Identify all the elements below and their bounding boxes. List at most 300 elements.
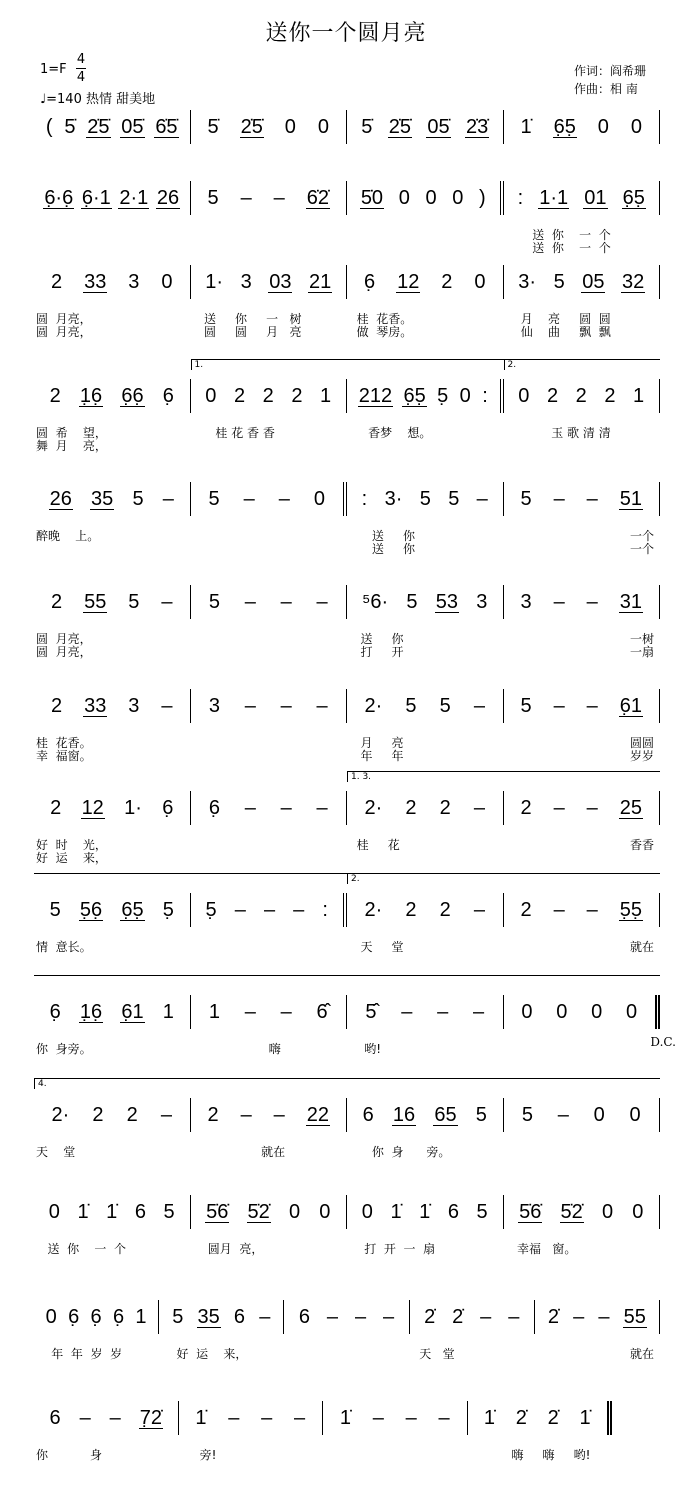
note: 0 [626, 1000, 638, 1023]
measure-notes [191, 181, 348, 215]
note: 5 [207, 186, 219, 209]
lyrics: 桂 花香。 做 琴房。 [356, 312, 413, 339]
lyrics: 圆圆 岁岁 [629, 736, 654, 763]
measure [347, 585, 504, 675]
note: 3 [476, 590, 488, 613]
measure [504, 995, 661, 1085]
note: 0 [591, 1000, 603, 1023]
note: 26 [156, 186, 180, 209]
note: 6̣1 [121, 1000, 144, 1023]
measure-notes [191, 893, 348, 927]
note: – [586, 796, 598, 819]
measure [191, 482, 348, 572]
measure [323, 1401, 468, 1491]
measure [468, 1401, 613, 1491]
note: 6̣5̣ [622, 186, 645, 209]
lyrics: 嗨 嗨 哟! [469, 1448, 591, 1462]
note: – [553, 487, 565, 510]
measure-notes [191, 995, 348, 1029]
measure-notes [347, 689, 504, 723]
note: – [293, 898, 305, 921]
lyrics: 月 亮 年 年 [360, 736, 404, 763]
note: 0 [629, 1103, 641, 1126]
measure-notes [179, 1401, 324, 1435]
note: ⁵6· [362, 590, 389, 613]
note: – [473, 694, 485, 717]
note: 65 [434, 1103, 457, 1126]
measure-notes [34, 1401, 179, 1435]
note: – [160, 1103, 172, 1126]
note: – [553, 796, 565, 819]
note: 212 [358, 384, 393, 407]
note: 5̇6̇ [206, 1200, 229, 1223]
measure-notes [34, 1098, 191, 1132]
note: 2 [604, 384, 616, 407]
measure-notes [34, 995, 191, 1029]
lyrics: 玉 歌 清 清 [505, 426, 611, 440]
note: 6 [49, 1406, 61, 1429]
measure-notes [34, 689, 191, 723]
note: : [361, 487, 368, 510]
note: 2 [546, 384, 559, 407]
note: 1 [320, 384, 332, 407]
note: 5 [439, 694, 451, 717]
note: 0 [398, 186, 410, 209]
measure [347, 181, 504, 271]
note: – [244, 796, 256, 819]
note: ) [479, 186, 486, 209]
measure-notes [191, 482, 348, 516]
note: 0 [518, 384, 530, 407]
note: 2̇5̇ [240, 115, 263, 138]
score-system [34, 1401, 612, 1491]
note: 6̇5̇ [155, 115, 178, 138]
note: – [280, 1000, 292, 1023]
note: 03 [269, 270, 292, 293]
lyrics: 年 年 岁 岁 [36, 1347, 123, 1361]
volta-bracket [347, 975, 504, 986]
note: 53 [435, 590, 458, 613]
measure [191, 689, 348, 779]
note: – [508, 1305, 520, 1328]
note: 3 [520, 590, 532, 613]
note: 2·1 [119, 186, 149, 209]
note: 2̇5̇ [87, 115, 110, 138]
lyrics: 天 堂 [36, 1145, 76, 1159]
measure-notes [504, 995, 661, 1029]
lyrics: 桂 花香。 幸 福窗。 [36, 736, 92, 763]
measure [34, 1300, 159, 1390]
note: 2 [441, 270, 453, 293]
measure [34, 379, 191, 469]
note: 3· [518, 270, 537, 293]
measure-notes [347, 791, 504, 825]
measure-notes [347, 265, 504, 299]
measure-notes [504, 791, 661, 825]
note: 6̣·1 [81, 186, 111, 209]
measure [191, 995, 348, 1085]
measure [191, 1195, 348, 1285]
lyrics: 好 运 来， [161, 1347, 248, 1361]
note: 2· [364, 796, 383, 819]
note: – [586, 590, 598, 613]
lyrics: 圆 希 望， 舞 月 亮， [36, 426, 107, 453]
volta-bracket: 2. [347, 873, 504, 884]
note: 0 [361, 1200, 373, 1223]
note: – [280, 590, 292, 613]
composer: 作曲：相 南 [574, 82, 638, 96]
lyrics: 就在 [629, 940, 654, 954]
note: 1·1 [539, 186, 569, 209]
measure [191, 893, 348, 983]
note: – [586, 898, 598, 921]
note: 5̇0 [360, 186, 384, 209]
measure-notes [191, 110, 348, 144]
note: – [244, 1000, 256, 1023]
measure [504, 181, 661, 271]
measure-notes [504, 585, 661, 619]
note: 2 [233, 384, 246, 407]
measure [347, 995, 504, 1085]
measure-notes [34, 585, 191, 619]
measure-notes [347, 482, 504, 516]
measure [347, 379, 504, 469]
measure-notes [410, 1300, 535, 1334]
note: 2 [575, 384, 587, 407]
note: – [228, 1406, 240, 1429]
score-system [34, 585, 660, 675]
note: 2 [49, 384, 61, 407]
measure-notes [191, 1195, 348, 1229]
note: 12 [81, 796, 104, 819]
measure [504, 360, 661, 469]
score-system [34, 874, 660, 983]
score-system [34, 1079, 660, 1188]
note: 5 [521, 1103, 533, 1126]
note: 2 [439, 796, 451, 819]
note: 0 [161, 270, 173, 293]
note: – [473, 796, 485, 819]
note: 2 [50, 796, 62, 819]
note: : [322, 898, 328, 921]
note: – [553, 898, 565, 921]
lyrics: 圆 月亮， 圆 月亮， [36, 632, 92, 659]
note: 2̇ [547, 1305, 559, 1328]
lyrics: 嗨 [192, 1042, 281, 1056]
time-signature-bottom: 4 [76, 70, 86, 85]
note: 5 [553, 270, 565, 293]
note: 2· [51, 1103, 70, 1126]
lyrics: 旁! [180, 1448, 217, 1462]
tempo-marking: ♩=140 热情 甜美地 [40, 92, 156, 107]
measure [191, 360, 348, 469]
time-signature-top: 4 [76, 52, 86, 67]
note: – [476, 487, 488, 510]
lyrics: 天 堂 [349, 940, 404, 954]
note: 55 [84, 590, 107, 613]
lyrics: 情 意长。 [36, 940, 92, 954]
note: 1 [162, 1000, 174, 1023]
note: 6̣ [208, 796, 220, 819]
measure [34, 1401, 179, 1491]
measure [504, 1195, 661, 1285]
lyrics: 送 你 一 个 [36, 1242, 126, 1256]
measure-notes [468, 1401, 613, 1435]
note: 5̂ [365, 1000, 377, 1023]
volta-bracket: 4. [34, 1078, 191, 1089]
lyrics: 送 你 送 你 [371, 529, 415, 556]
note: – [438, 1406, 450, 1429]
note: 3· [384, 487, 403, 510]
measure [347, 874, 504, 983]
note: 35 [91, 487, 114, 510]
lyrics: 圆月 亮， [192, 1242, 264, 1256]
note: – [261, 1406, 273, 1429]
note: 6̣5̣ [553, 115, 576, 138]
measure-notes [191, 689, 348, 723]
note: – [586, 694, 598, 717]
score-system [34, 772, 660, 881]
measure [504, 482, 661, 572]
note: 6 [233, 1305, 246, 1328]
volta-bracket [504, 1078, 661, 1089]
note: 2 [291, 384, 303, 407]
volta-bracket [504, 873, 661, 884]
lyrics: 送 你 一 树 圆 圆 月 亮 [203, 312, 302, 339]
measure [347, 1195, 504, 1285]
volta-bracket: 1. [191, 359, 348, 370]
key-signature: 1=F [40, 62, 67, 77]
note: – [401, 1000, 413, 1023]
note: 6̣ [112, 1305, 125, 1328]
measure [34, 482, 191, 572]
note: 0 [284, 115, 296, 138]
measure [347, 772, 504, 881]
lyrics: 就在 [630, 1347, 655, 1361]
note: 6̣ [162, 384, 174, 407]
volta-bracket [191, 873, 348, 884]
note: 5 [476, 1200, 488, 1223]
lyrics: 桂 花 香 香 [192, 426, 275, 440]
measure-notes [504, 689, 661, 723]
note: – [240, 1103, 252, 1126]
measure [535, 1300, 660, 1390]
note: 1̇ [339, 1406, 351, 1429]
note: 0 [632, 1200, 644, 1223]
measure-notes [34, 1300, 159, 1334]
measure-notes [347, 1195, 504, 1229]
score-system [34, 360, 660, 469]
lyrics: 好 时 光， 好 运 来， [36, 838, 107, 865]
measure-notes [191, 265, 348, 299]
note: 2 [405, 796, 417, 819]
note: – [480, 1305, 492, 1328]
note: 12 [397, 270, 420, 293]
measure-notes [159, 1300, 284, 1334]
note: 55 [623, 1305, 646, 1328]
score-system [34, 181, 660, 271]
lyrics: 香香 [629, 838, 654, 852]
measure [34, 1079, 191, 1188]
note: 1̇ [390, 1200, 402, 1223]
note: 6̇2̇ [306, 186, 330, 209]
note: 5̇ [64, 115, 76, 138]
measure-notes [34, 791, 191, 825]
lyrics: 幸福 窗。 [505, 1242, 577, 1256]
note: 5̣6̣ [79, 898, 103, 921]
note: – [280, 694, 292, 717]
note: 6 [362, 1103, 374, 1126]
volta-bracket [191, 975, 348, 986]
lyrics: 一个 一个 [629, 529, 654, 556]
note: 0 [319, 1200, 331, 1223]
note: 25 [619, 796, 643, 819]
measure-notes [504, 110, 661, 144]
score-system [34, 482, 660, 572]
note: 5 [172, 1305, 184, 1328]
measure [191, 181, 348, 271]
lyrics: 你 身 [36, 1448, 102, 1462]
lyrics: 一树 一扇 [629, 632, 654, 659]
measure [159, 1300, 284, 1390]
note: 2 [405, 898, 417, 921]
note: – [316, 590, 328, 613]
lyrics: 香梦 想。 [349, 426, 432, 440]
note: 6̣1 [619, 694, 643, 717]
note: 1̣6̣ [79, 1000, 103, 1023]
note: 3 [128, 270, 140, 293]
measure [34, 585, 191, 675]
note: 2 [207, 1103, 219, 1126]
volta-bracket [34, 975, 191, 986]
lyricist: 作词：阎希珊 [574, 64, 647, 78]
measure-notes [34, 181, 191, 215]
measure-notes [504, 893, 661, 927]
lyrics: 送 你 一 个 送 你 一 个 [532, 228, 611, 255]
note: 2 [439, 898, 451, 921]
note: 0 [48, 1200, 60, 1223]
lyrics: 天 堂 [411, 1347, 455, 1361]
note: – [244, 694, 256, 717]
score-system [34, 1300, 660, 1390]
note: 6̣6̣ [121, 384, 144, 407]
note: – [586, 487, 598, 510]
measure-notes [34, 265, 191, 299]
note: 6 [134, 1200, 146, 1223]
note: 2 [92, 1103, 104, 1126]
note: 2 [262, 384, 274, 407]
volta-bracket [34, 873, 191, 884]
note: 5 [448, 487, 460, 510]
note: – [109, 1406, 121, 1429]
volta-bracket [504, 975, 661, 986]
measure [347, 1098, 504, 1188]
measure-notes [504, 1098, 661, 1132]
note: 1̇ [579, 1406, 591, 1429]
lyrics: 打 开 一 扇 [349, 1242, 436, 1256]
measure [504, 893, 661, 983]
note: 6̣5̣ [121, 898, 144, 921]
note: 5̇ [361, 115, 373, 138]
note: – [598, 1305, 610, 1328]
note: 5 [163, 1200, 175, 1223]
note: 6̣ [162, 796, 174, 819]
note: 2 [50, 590, 63, 613]
note: 6 [447, 1200, 459, 1223]
measure-notes [284, 1300, 409, 1334]
volta-bracket [191, 1078, 348, 1089]
note: 2 [126, 1103, 138, 1126]
note: 1 [633, 384, 645, 407]
note: 5 [406, 590, 418, 613]
lyrics: 圆 月亮， 圆 月亮， [36, 312, 92, 339]
note: – [79, 1406, 91, 1429]
note: 3 [240, 270, 252, 293]
volta-bracket [347, 1078, 504, 1089]
note: 0 [313, 487, 325, 510]
note: : [517, 186, 524, 209]
song-title: 送你一个圆月亮 [265, 21, 427, 46]
note: 1̇ [419, 1200, 431, 1223]
note: – [473, 1000, 485, 1023]
measure [34, 181, 191, 271]
measure [504, 585, 661, 675]
measure-notes [347, 181, 504, 215]
note: – [161, 694, 173, 717]
volta-bracket: 1. 3. [347, 771, 504, 782]
note: 6 [298, 1305, 310, 1328]
note: 5 [208, 590, 220, 613]
note: 6̣5̣ [403, 384, 426, 407]
measure [34, 1195, 191, 1285]
note: 5̣ [205, 898, 217, 921]
measure [34, 265, 191, 355]
note: 2̇ [424, 1305, 436, 1328]
note: – [405, 1406, 417, 1429]
note: 0 [521, 1000, 533, 1023]
note: – [437, 1000, 449, 1023]
note: 1̇ [106, 1200, 118, 1223]
note: 6̣ [90, 1305, 102, 1328]
da-capo-marking: D.C. [650, 1035, 676, 1049]
measure-notes [347, 110, 504, 144]
lyrics: 醉晚 上。 [36, 529, 100, 543]
measure-notes [191, 585, 348, 619]
note: 22 [306, 1103, 330, 1126]
measure [34, 995, 191, 1085]
note: 2 [50, 270, 63, 293]
measure-notes [347, 1098, 504, 1132]
note: 6̂ [316, 1000, 328, 1023]
note: 2̇5̇ [388, 115, 411, 138]
note: 1̇ [77, 1200, 89, 1223]
measure-notes [504, 1195, 661, 1229]
note: 0 [630, 115, 643, 138]
note: – [354, 1305, 367, 1328]
measure [504, 689, 661, 779]
note: – [294, 1406, 306, 1429]
note: 33 [84, 694, 107, 717]
note: 21 [308, 270, 332, 293]
measure-notes [34, 482, 191, 516]
measure [191, 585, 348, 675]
note: 0 [45, 1305, 57, 1328]
measure [191, 791, 348, 881]
note: 0 [474, 270, 486, 293]
note: 0 [556, 1000, 568, 1023]
measure [179, 1401, 324, 1491]
note: 05̇ [121, 115, 144, 138]
